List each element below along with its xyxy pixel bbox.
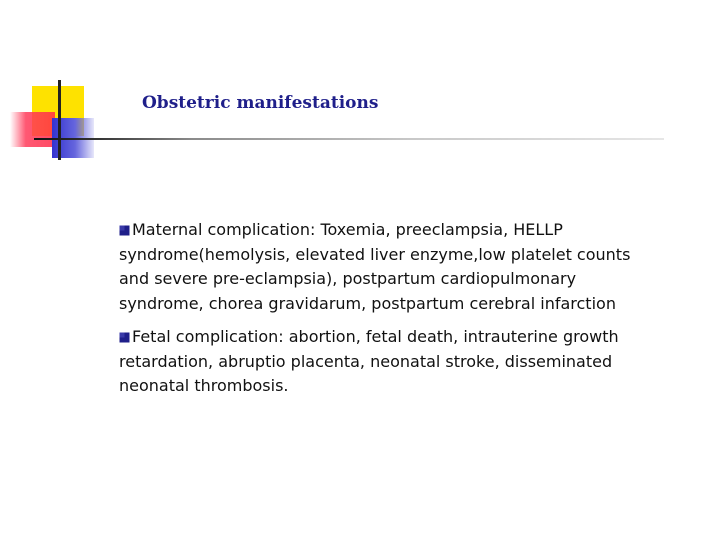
bullet-text-maternal: Maternal complication: Toxemia, preeclampsia, HELLP syndrome(hemolysis, elevated liver enzyme,low platelet counts and severe pre-eclampsia), postpartum cardiopulmonary syndrome, chorea gravidarum, postpartum cerebral infarction [119,220,631,313]
checkbox-bullet-icon [119,332,130,343]
bullet-text-fetal: Fetal complication: abortion, fetal death, intrauterine growth retardation, abruptio placenta, neonatal stroke, disseminated neonatal thrombosis. [119,327,619,395]
decorative-vertical-line [58,80,61,160]
bullet-item-maternal [119,218,649,316]
decorative-red-square [10,112,55,147]
checkbox-bullet-icon [119,225,130,236]
bullet-list [119,218,649,408]
slide-title: Obstetric manifestations [142,93,379,113]
bullet-item-fetal [119,325,649,399]
title-divider-line [34,138,664,140]
